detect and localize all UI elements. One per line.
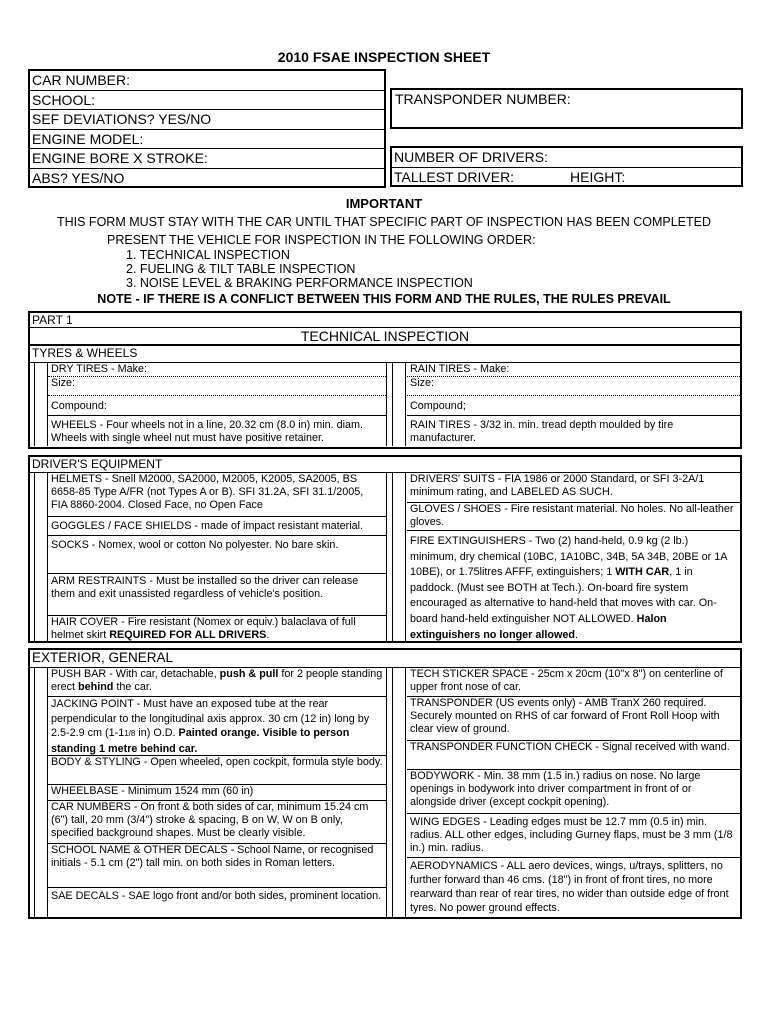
section-heading: EXTERIOR, GENERAL — [32, 650, 174, 665]
school-field[interactable]: SCHOOL: — [30, 91, 384, 111]
arm-restraints-item: ARM RESTRAINTS - Must be installed so the driver can release them and exit unassisted regardless of vehicle's position. — [48, 574, 386, 616]
transponder-check-item: TRANSPONDER FUNCTION CHECK - Signal received with wand. — [407, 741, 740, 770]
sae-decals-item: SAE DECALS - SAE logo front and/or both sides, prominent location. — [51, 890, 382, 902]
engine-model-field[interactable]: ENGINE MODEL: — [30, 130, 384, 150]
wheelbase-item: WHEELBASE - Minimum 1524 mm (60 in) — [48, 785, 386, 801]
page-title: 2010 FSAE INSPECTION SHEET — [277, 49, 491, 65]
checkbox[interactable] — [392, 668, 406, 917]
car-numbers-item: CAR NUMBERS - On front & both sides of car, minimum 15.24 cm (6") tall, 20 mm (3/4") stroke & spacing, B on W, W on B only, specified background shapes. Must be clearly visible. — [48, 801, 386, 844]
socks-item: SOCKS - Nomex, wool or cotton No polyester. No bare skin. — [48, 536, 386, 574]
engine-bore-field[interactable]: ENGINE BORE X STROKE: — [30, 149, 384, 169]
tallest-driver-label: TALLEST DRIVER: — [394, 168, 515, 185]
important-heading: IMPORTANT — [345, 196, 423, 211]
rain-tires-depth: RAIN TIRES - 3/32 in. min. tread depth moulded by tire manufacturer. — [410, 419, 674, 445]
body-styling-item: BODY & STYLING - Open wheeled, open cockpit, formula style body. — [48, 756, 386, 785]
fire-extinguishers-item: FIRE EXTINGUISHERS - Two (2) hand-held, 0.9 kg (2 lb.) minimum, dry chemical (10BC, 1A10BC, 34B, 5A 34B, 20BE or 1A 10BE), or 1.75litres AFFF, extinguishers; 1 WITH CAR, 1 in paddock. (Must see BOTH at Tech.). On-board fire system encouraged as alternative to hand-held that moves with car. On-board hand-held extinguisher NOT ALLOWED. Halon extinguishers no longer allowed. — [410, 535, 727, 641]
wheels-item: WHEELS - Four wheels not in a line, 20.32 cm (8.0 in) min. diam. Wheels with single wheel nut must have positive retainer. — [51, 419, 364, 445]
form-stay-text: THIS FORM MUST STAY WITH THE CAR UNTIL THAT SPECIFIC PART OF INSPECTION HAS BEEN COMPLETED — [56, 215, 712, 229]
checkbox[interactable] — [392, 473, 406, 641]
checkbox[interactable] — [34, 668, 48, 917]
rain-tires-make[interactable]: RAIN TIRES - Make: — [407, 363, 740, 377]
gloves-shoes-item: GLOVES / SHOES - Fire resistant material. No holes. No all-leather gloves. — [407, 503, 740, 531]
bodywork-item: BODYWORK - Min. 38 mm (1.5 in.) radius on nose. No large openings in bodywork into driver compartment in front of or alongside driver (except cockpit opening). — [407, 770, 740, 814]
transponder-item: TRANSPONDER (US events only) - AMB TranX 260 required. Securely mounted on RHS of car forward of Front Roll Hoop with clear view of ground. — [407, 697, 740, 741]
number-of-drivers-field[interactable]: NUMBER OF DRIVERS: — [392, 148, 741, 168]
dry-tires-size[interactable]: Size: — [48, 377, 386, 396]
exterior-general-section — [28, 648, 742, 919]
section-heading: DRIVER'S EQUIPMENT — [32, 457, 163, 471]
abs-field[interactable]: ABS? YES/NO — [32, 169, 125, 186]
section-title: TECHNICAL INSPECTION — [300, 328, 470, 344]
rules-note: NOTE - IF THERE IS A CONFLICT BETWEEN THIS FORM AND THE RULES, THE RULES PREVAIL — [97, 292, 671, 306]
transponder-label: TRANSPONDER NUMBER: — [395, 91, 571, 107]
car-number-field[interactable]: CAR NUMBER: — [30, 71, 384, 91]
helmets-item: HELMETS - Snell M2000, SA2000, M2005, K2005, SA2005, BS 6658-85 Type A/FR (not Types A or B). SFI 31.2A, SFI 31.1/2005, FIA 8860-2004. Closed Face, no Open Face — [48, 473, 386, 517]
rain-tires-compound[interactable]: Compound; — [407, 396, 740, 416]
drivers-suits-item: DRIVERS' SUITS - FIA 1986 or 2000 Standard, or SFI 3-2A/1 minimum rating, and LABELED AS SUCH. — [407, 473, 740, 503]
section-heading: TYRES & WHEELS — [32, 346, 138, 360]
transponder-box[interactable] — [390, 88, 743, 129]
rain-tires-size[interactable]: Size: — [407, 377, 740, 396]
checkbox[interactable] — [34, 473, 48, 641]
part-label: PART 1 — [32, 313, 73, 327]
aerodynamics-item: AERODYNAMICS - ALL aero devices, wings, u/trays, splitters, no further forward than 46 cms. (18") in front of front tires, no more rearward than rear of rear tires, no wider than outside edge of front tyres. No power ground effects. — [410, 860, 729, 914]
tyres-wheels-section — [28, 344, 742, 449]
drivers-equipment-section — [28, 455, 742, 643]
order-item: 1. TECHNICAL INSPECTION — [126, 248, 290, 262]
present-order-text: PRESENT THE VEHICLE FOR INSPECTION IN THE FOLLOWING ORDER: — [107, 233, 536, 247]
hair-cover-item: HAIR COVER - Fire resistant (Nomex or equiv.) balaclava of full helmet skirt REQUIRED FOR ALL DRIVERS. — [51, 616, 356, 641]
school-decals-item: SCHOOL NAME & OTHER DECALS - School Name, or recognised initials - 5.1 cm (2") tall min. on both sides in Roman letters. — [48, 844, 386, 888]
car-info-box — [28, 69, 386, 188]
drivers-box — [390, 146, 743, 187]
order-item: 2. FUELING & TILT TABLE INSPECTION — [126, 262, 356, 276]
wing-edges-item: WING EDGES - Leading edges must be 12.7 mm (0.5 in) min. radius. ALL other edges, including Gurney flaps, must be 3 mm (1/8 in.) min. radius. — [407, 814, 740, 858]
tech-sticker-item: TECH STICKER SPACE - 25cm x 20cm (10"x 8") on centerline of upper front nose of car. — [407, 668, 740, 697]
tallest-driver-field[interactable] — [392, 168, 741, 188]
order-item: 3. NOISE LEVEL & BRAKING PERFORMANCE INSPECTION — [126, 276, 473, 290]
jacking-point-item: JACKING POINT - Must have an exposed tube at the rear perpendicular to the longitudinal axis approx. 30 cm (12 in) long by 2.5-2.9 cm (1-11/8 in) O.D. Painted orange. Visible to person standing 1 metre behind car. — [48, 697, 386, 756]
dry-tires-compound[interactable]: Compound: — [48, 396, 386, 416]
dry-tires-make[interactable]: DRY TIRES - Make: — [48, 363, 386, 377]
checkbox[interactable] — [392, 363, 406, 446]
technical-inspection-header — [28, 311, 742, 346]
push-bar-item: PUSH BAR - With car, detachable, push & pull for 2 people standing erect behind the car. — [48, 668, 386, 697]
goggles-item: GOGGLES / FACE SHIELDS - made of impact resistant material. — [48, 517, 386, 536]
checkbox[interactable] — [34, 363, 48, 446]
sef-deviations-field[interactable]: SEF DEVIATIONS? YES/NO — [30, 110, 384, 130]
height-label: HEIGHT: — [570, 168, 626, 185]
